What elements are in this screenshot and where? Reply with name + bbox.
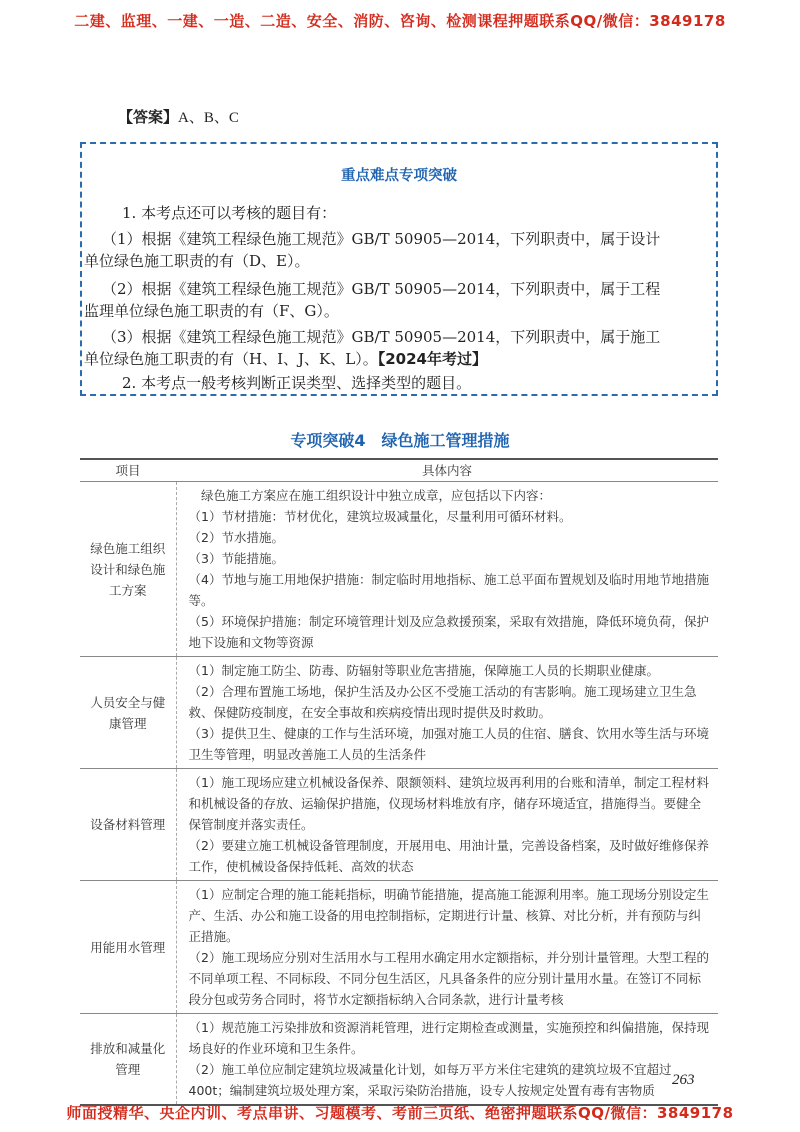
key-line-5: 监理单位绿色施工职责的有（F、G）。 — [84, 302, 339, 320]
key-points-box — [80, 142, 718, 396]
content-line: 绿色施工方案应在施工组织设计中独立成章，应包括以下内容： — [201, 488, 552, 503]
key-line-7 — [84, 348, 487, 369]
table-row — [80, 482, 718, 657]
content-line: （5）环境保护措施：制定环境管理计划及应急救援预案，采取有效措施，降低环境负荷，保护地下设施和文物等资源 — [188, 614, 709, 650]
header-item: 项目 — [80, 459, 176, 482]
row-content — [176, 482, 718, 657]
content-line: （2）合理布置施工场地，保护生活及办公区不受施工活动的有害影响。施工现场建立卫生急救、保健防疫制度，在安全事故和疾病疫情出现时提供及时救助。 — [188, 684, 697, 720]
content-line: （1）制定施工防尘、防毒、防辐射等职业危害措施，保障施工人员的长期职业健康。 — [188, 663, 659, 678]
section-title: 专项突破4 绿色施工管理措施 — [290, 431, 510, 450]
content-line: （2）节水措施。 — [188, 530, 284, 545]
row-item-label: 人员安全与健康管理 — [80, 657, 176, 769]
top-banner: 二建、监理、一建、一造、二造、安全、消防、咨询、检测课程押题联系QQ/微信：3849178 — [74, 12, 726, 30]
row-item-label: 用能用水管理 — [80, 881, 176, 1014]
row-item-label: 设备材料管理 — [80, 769, 176, 881]
row-content — [176, 657, 718, 769]
row-item-label: 排放和减量化管理 — [80, 1014, 176, 1106]
key-line-3: 单位绿色施工职责的有（D、E）。 — [84, 252, 310, 270]
content-line: （4）节地与施工用地保护措施：制定临时用地指标、施工总平面布置规划及临时用地节地措施等。 — [188, 572, 709, 608]
content-line: （3）节能措施。 — [188, 551, 284, 566]
key-line-8: 2. 本考点一般考核判断正误类型、选择类型的题目。 — [122, 374, 472, 392]
key-line-6: （3）根据《建筑工程绿色施工规范》GB/T 50905—2014，下列职责中，属于施工 — [102, 328, 661, 346]
row-content — [176, 769, 718, 881]
table-row — [80, 769, 718, 881]
page-number: 263 — [672, 1072, 695, 1088]
key-line-2: （1）根据《建筑工程绿色施工规范》GB/T 50905—2014，下列职责中，属于设计 — [102, 230, 661, 248]
key-points-title: 重点难点专项突破 — [341, 168, 457, 184]
content-line: （2）施工单位应制定建筑垃圾减量化计划，如每万平方米住宅建筑的建筑垃圾不宜超过400t；编制建筑垃圾处理方案，采取污染防治措施，设专人按规定处置有毒有害物质 — [188, 1062, 672, 1098]
key-line-1: 1. 本考点还可以考核的题目有： — [122, 204, 337, 222]
exam-year-tag: 【2024年考过】 — [377, 350, 487, 368]
answer-label: 【答案】 — [118, 108, 179, 126]
header-content: 具体内容 — [176, 459, 718, 482]
answer-value: A、B、C — [178, 110, 239, 126]
row-content — [176, 1014, 718, 1106]
row-content — [176, 881, 718, 1014]
content-line: （1）规范施工污染排放和资源消耗管理，进行定期检查或测量，实施预控和纠偏措施，保持现场良好的作业环境和卫生条件。 — [188, 1020, 709, 1056]
answer-line — [118, 106, 239, 127]
table-row — [80, 881, 718, 1014]
content-line: （1）施工现场应建立机械设备保养、限额领料、建筑垃圾再利用的台账和清单，制定工程材料和机械设备的存放、运输保护措施，仪现场材料堆放有序，储存环境适宜，措施得当。要健全保管制度并落实责任。 — [188, 775, 709, 832]
content-line: （2）要建立施工机械设备管理制度，开展用电、用油计量，完善设备档案，及时做好维修保养工作，使机械设备保持低耗、高效的状态 — [188, 838, 709, 874]
content-line: （1）节材措施：节材优化，建筑垃圾减量化，尽量利用可循环材料。 — [188, 509, 572, 524]
table-header-row — [80, 459, 718, 482]
measures-table — [80, 458, 718, 1106]
row-item-label: 绿色施工组织设计和绿色施工方案 — [80, 482, 176, 657]
bottom-banner: 师面授精华、央企内训、考点串讲、习题模考、考前三页纸、绝密押题联系QQ/微信：3849178 — [66, 1104, 734, 1122]
content-line: （3）提供卫生、健康的工作与生活环境，加强对施工人员的住宿、膳食、饮用水等生活与环境卫生等管理，明显改善施工人员的生活条件 — [188, 726, 709, 762]
table-row — [80, 657, 718, 769]
key-line-4: （2）根据《建筑工程绿色施工规范》GB/T 50905—2014，下列职责中，属于工程 — [102, 280, 661, 298]
key-line-7-text: 单位绿色施工职责的有（H、I、J、K、L）。 — [84, 350, 378, 368]
content-line: （1）应制定合理的施工能耗指标，明确节能措施，提高施工能源利用率。施工现场分别设定生产、生活、办公和施工设备的用电控制指标，定期进行计量、核算、对比分析，并有预防与纠正措施。 — [188, 887, 709, 944]
table-row — [80, 1014, 718, 1106]
content-line: （2）施工现场应分别对生活用水与工程用水确定用水定额指标，并分别计量管理。大型工程的不同单项工程、不同标段、不同分包生活区，凡具备条件的应分别计量用水量。在签订不同标段分包或劳务合同时，将节水定额指标纳入合同条款，进行计量考核 — [188, 950, 709, 1007]
